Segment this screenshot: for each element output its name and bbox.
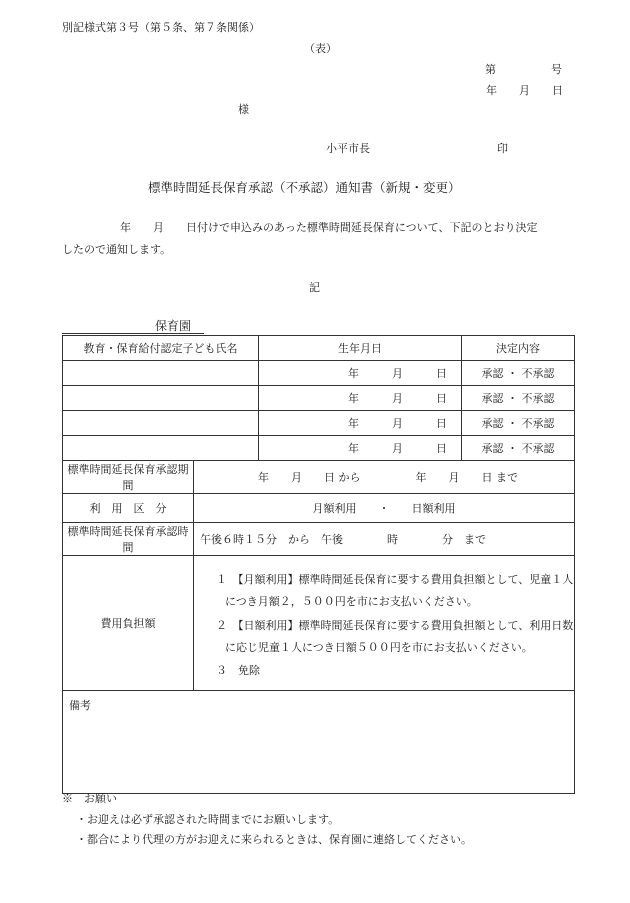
- issuer-name: 小平市長: [326, 142, 370, 155]
- decision-cell: 承認 ・ 不承認: [462, 411, 575, 436]
- decision-cell: 承認 ・ 不承認: [462, 361, 575, 386]
- header-decision: 決定内容: [462, 336, 575, 361]
- fee-label: 費用負担額: [63, 556, 194, 691]
- decision-cell: 承認 ・ 不承認: [462, 436, 575, 461]
- birthdate-cell: 年 月 日: [259, 411, 462, 436]
- fee-content: [194, 556, 575, 691]
- birthdate-cell: 年 月 日: [259, 361, 462, 386]
- child-name-cell[interactable]: [63, 361, 259, 386]
- note-item: ・都合により代理の方がお迎えに来られるときは、保育園に連絡してください。: [76, 833, 472, 846]
- remarks-label: 備考: [69, 699, 91, 712]
- time-label: 標準時間延長保育承認時間: [63, 523, 194, 556]
- birthdate-cell: 年 月 日: [259, 436, 462, 461]
- time-value: 午後６時１５分 から 午後 時 分 まで: [194, 523, 575, 556]
- fee-line: ３ 免除: [216, 664, 260, 677]
- nursery-label: 保育園: [155, 319, 192, 333]
- birthdate-cell: 年 月 日: [259, 386, 462, 411]
- period-value: 年 月 日 から 年 月 日 まで: [194, 461, 575, 494]
- decision-cell: 承認 ・ 不承認: [462, 386, 575, 411]
- child-name-cell[interactable]: [63, 411, 259, 436]
- note-item: ・お迎えは必ず承認された時間までにお願いします。: [76, 813, 340, 826]
- form-number: 別記様式第３号（第５条、第７条関係）: [62, 21, 260, 34]
- approval-table: [62, 335, 575, 794]
- fee-line: につき月額２，５００円を市にお支払いください。: [225, 595, 478, 608]
- usage-value: 月額利用 ・ 日額利用: [194, 494, 575, 523]
- seal-mark: 印: [497, 142, 508, 155]
- fee-line: ２ 【日額利用】標準時間延長保育に要する費用負担額として、利用日数: [216, 619, 574, 632]
- remarks-cell[interactable]: [63, 691, 575, 794]
- side-label: （表）: [304, 42, 337, 55]
- usage-label: 利 用 区 分: [63, 494, 194, 523]
- body-text-line2: したので通知します。: [62, 243, 172, 256]
- fee-line: １ 【月額利用】標準時間延長保育に要する費用負担額として、児童１人: [216, 573, 574, 586]
- header-birthdate: 生年月日: [259, 336, 462, 361]
- notes-heading: ※ お願い: [62, 792, 117, 805]
- body-text-line1: 年 月 日付けで申込みのあった標準時間延長保育について、下記のとおり決定: [120, 221, 538, 234]
- document-number: 第 号: [485, 63, 562, 76]
- child-name-cell[interactable]: [63, 386, 259, 411]
- child-name-cell[interactable]: [63, 436, 259, 461]
- header-child-name: 教育・保育給付認定子ども氏名: [63, 336, 259, 361]
- period-label: 標準時間延長保育承認期間: [63, 461, 194, 494]
- addressee-suffix: 様: [238, 103, 249, 116]
- fee-line: に応じ児童１人につき日額５００円を市にお支払いください。: [225, 641, 533, 654]
- document-title: 標準時間延長保育承認（不承認）通知書（新規・変更）: [148, 180, 461, 195]
- issue-date: 年 月 日: [486, 84, 563, 97]
- ki-mark: 記: [309, 281, 320, 294]
